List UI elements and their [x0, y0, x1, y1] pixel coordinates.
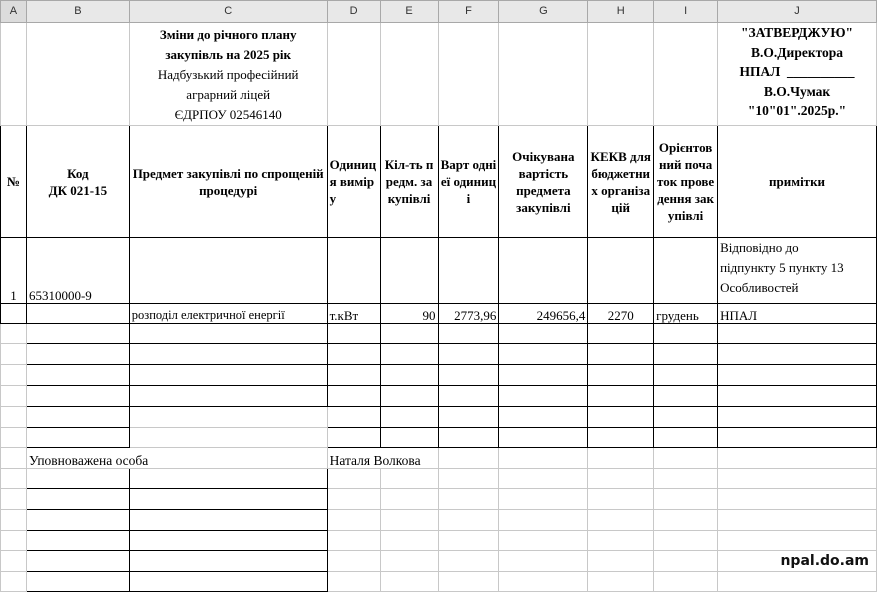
cell[interactable]: [654, 469, 718, 489]
cell[interactable]: [499, 365, 588, 386]
cell[interactable]: [129, 386, 327, 407]
cell[interactable]: [438, 551, 499, 572]
site-watermark: npal.do.am: [780, 553, 869, 569]
cell[interactable]: [588, 572, 654, 592]
cell[interactable]: [438, 572, 499, 592]
cell[interactable]: [588, 386, 654, 407]
cell[interactable]: [129, 531, 327, 551]
cell[interactable]: [654, 344, 718, 365]
table-row: [1, 365, 877, 386]
cell[interactable]: [588, 489, 654, 510]
cell[interactable]: [327, 344, 380, 365]
row2-unit[interactable]: т.кВт: [327, 304, 380, 324]
row2-notes[interactable]: НПАЛ: [718, 304, 877, 324]
cell[interactable]: [26, 531, 129, 551]
cell[interactable]: [499, 551, 588, 572]
cell[interactable]: [380, 324, 438, 344]
cell[interactable]: [129, 551, 327, 572]
header-price[interactable]: Варт одніеї одиниці: [438, 126, 499, 238]
title-row: [1, 23, 877, 126]
cell[interactable]: [654, 531, 718, 551]
row2-total[interactable]: 249656,4: [499, 304, 588, 324]
cell[interactable]: [588, 448, 654, 469]
cell[interactable]: [26, 469, 129, 489]
column-header-row: [1, 1, 877, 23]
cell[interactable]: [588, 407, 654, 428]
cell[interactable]: [1, 428, 27, 448]
authorized-person-name[interactable]: Наталя Волкова: [327, 448, 438, 469]
header-subject[interactable]: Предмет закупівлі по спрощеній процедурі: [129, 126, 327, 238]
table-header-row: [1, 126, 877, 238]
row2-price[interactable]: 2773,96: [438, 304, 499, 324]
row2-subject[interactable]: розподіл електричної енергії: [129, 304, 327, 324]
cell[interactable]: [129, 572, 327, 592]
cell[interactable]: [1, 304, 27, 324]
cell[interactable]: [26, 572, 129, 592]
table-row: [1, 510, 877, 531]
cell[interactable]: [499, 510, 588, 531]
cell[interactable]: [380, 489, 438, 510]
row1-note-line3: Особливостей: [720, 280, 799, 295]
cell[interactable]: [499, 386, 588, 407]
cell[interactable]: [718, 344, 877, 365]
cell[interactable]: [654, 324, 718, 344]
cell[interactable]: [438, 23, 499, 126]
cell[interactable]: [588, 531, 654, 551]
cell[interactable]: [438, 386, 499, 407]
table-row: [1, 386, 877, 407]
cell[interactable]: [1, 23, 27, 126]
institution-name-line2: аграрний ліцей: [186, 87, 271, 102]
cell[interactable]: [499, 531, 588, 551]
cell[interactable]: [588, 469, 654, 489]
table-row: [1, 238, 877, 304]
approval-line4: В.О.Чумак: [763, 83, 831, 99]
cell[interactable]: [129, 365, 327, 386]
cell[interactable]: [718, 510, 877, 531]
cell[interactable]: [499, 469, 588, 489]
table-row: [1, 531, 877, 551]
cell[interactable]: [654, 238, 718, 304]
cell[interactable]: [718, 386, 877, 407]
row2-start[interactable]: грудень: [654, 304, 718, 324]
cell[interactable]: [380, 407, 438, 428]
cell[interactable]: [438, 531, 499, 551]
cell[interactable]: [380, 572, 438, 592]
table-row: [1, 489, 877, 510]
plan-title-line1: Зміни до річного плану: [159, 27, 297, 42]
cell[interactable]: [129, 469, 327, 489]
header-unit[interactable]: Одиниця виміру: [327, 126, 380, 238]
plan-title-cell[interactable]: [129, 23, 327, 126]
cell[interactable]: [654, 386, 718, 407]
table-row: [1, 407, 877, 428]
cell[interactable]: [26, 344, 129, 365]
cell[interactable]: [438, 469, 499, 489]
cell[interactable]: [654, 489, 718, 510]
cell[interactable]: [1, 407, 27, 428]
cell[interactable]: [327, 324, 380, 344]
column-header-g[interactable]: G: [499, 1, 588, 23]
cell[interactable]: [26, 365, 129, 386]
cell[interactable]: [718, 469, 877, 489]
column-header-a[interactable]: A: [1, 1, 27, 23]
cell[interactable]: [380, 428, 438, 448]
cell[interactable]: [718, 365, 877, 386]
header-total[interactable]: Очікувана вартість предмета закупівлі: [499, 126, 588, 238]
cell[interactable]: [129, 489, 327, 510]
edrpou-code: ЄДРПОУ 02546140: [174, 107, 282, 122]
cell[interactable]: [26, 489, 129, 510]
cell[interactable]: [718, 489, 877, 510]
cell[interactable]: [438, 407, 499, 428]
header-code[interactable]: Код ДК 021-15: [26, 126, 129, 238]
cell[interactable]: [588, 23, 654, 126]
cell[interactable]: [1, 386, 27, 407]
cell[interactable]: [1, 510, 27, 531]
cell[interactable]: [26, 551, 129, 572]
table-row: [1, 304, 877, 324]
row1-note-line1: Відповідно до: [720, 240, 799, 255]
authorized-person-label[interactable]: Уповноважена особа: [26, 448, 327, 469]
table-row: [1, 344, 877, 365]
cell[interactable]: [327, 386, 380, 407]
cell[interactable]: [380, 510, 438, 531]
cell[interactable]: [499, 448, 588, 469]
cell[interactable]: [26, 23, 129, 126]
header-qty[interactable]: Кіл-ть предм. закупівлі: [380, 126, 438, 238]
column-header-f[interactable]: F: [438, 1, 499, 23]
table-row: [1, 428, 877, 448]
cell[interactable]: [380, 469, 438, 489]
cell[interactable]: [588, 324, 654, 344]
cell[interactable]: [499, 23, 588, 126]
cell[interactable]: [718, 324, 877, 344]
approval-line2: В.О.Директора: [751, 44, 844, 60]
cell[interactable]: [718, 448, 877, 469]
cell[interactable]: [26, 386, 129, 407]
cell[interactable]: [438, 510, 499, 531]
cell[interactable]: [1, 489, 27, 510]
cell[interactable]: [327, 428, 380, 448]
cell[interactable]: [380, 238, 438, 304]
cell[interactable]: [718, 531, 877, 551]
cell[interactable]: [1, 551, 27, 572]
cell[interactable]: [654, 510, 718, 531]
cell[interactable]: [588, 510, 654, 531]
cell[interactable]: [380, 386, 438, 407]
cell[interactable]: [654, 551, 718, 572]
cell[interactable]: [26, 324, 129, 344]
column-header-h[interactable]: H: [588, 1, 654, 23]
cell[interactable]: [129, 324, 327, 344]
approval-stamp-cell[interactable]: [718, 23, 877, 126]
row1-code[interactable]: 65310000-9: [26, 238, 129, 304]
cell[interactable]: [588, 238, 654, 304]
cell[interactable]: [718, 407, 877, 428]
cell[interactable]: [327, 489, 380, 510]
row1-notes[interactable]: [718, 238, 877, 304]
header-start[interactable]: Орієнтовний початок проведення закупівлі: [654, 126, 718, 238]
cell[interactable]: [438, 428, 499, 448]
cell[interactable]: [327, 551, 380, 572]
cell[interactable]: [438, 365, 499, 386]
cell[interactable]: [588, 344, 654, 365]
table-row: [1, 572, 877, 592]
cell[interactable]: [327, 469, 380, 489]
cell[interactable]: [718, 572, 877, 592]
cell[interactable]: [380, 344, 438, 365]
approval-line1: "ЗАТВЕРДЖУЮ": [741, 25, 854, 40]
cell[interactable]: [654, 365, 718, 386]
cell[interactable]: [380, 365, 438, 386]
row2-kekv[interactable]: 2270: [588, 304, 654, 324]
table-row: [1, 551, 877, 572]
row1-note-line2: підпункту 5 пункту 13: [720, 260, 844, 275]
signature-row: [1, 448, 877, 469]
cell[interactable]: [1, 448, 27, 469]
cell[interactable]: [438, 324, 499, 344]
column-header-d[interactable]: D: [327, 1, 380, 23]
cell[interactable]: [327, 407, 380, 428]
cell[interactable]: [438, 489, 499, 510]
column-header-i[interactable]: I: [654, 1, 718, 23]
cell[interactable]: [380, 531, 438, 551]
cell[interactable]: [380, 551, 438, 572]
cell[interactable]: [26, 510, 129, 531]
cell[interactable]: [588, 365, 654, 386]
cell[interactable]: [327, 531, 380, 551]
cell[interactable]: [26, 407, 129, 428]
cell[interactable]: [1, 469, 27, 489]
cell[interactable]: [438, 344, 499, 365]
cell[interactable]: [129, 428, 327, 448]
cell[interactable]: [1, 572, 27, 592]
column-header-e[interactable]: E: [380, 1, 438, 23]
cell[interactable]: [1, 365, 27, 386]
row1-num[interactable]: 1: [1, 238, 27, 304]
cell[interactable]: [654, 448, 718, 469]
cell[interactable]: [654, 23, 718, 126]
cell[interactable]: [499, 344, 588, 365]
cell[interactable]: [499, 572, 588, 592]
cell[interactable]: [654, 407, 718, 428]
cell[interactable]: [1, 344, 27, 365]
column-header-j[interactable]: J: [718, 1, 877, 23]
table-row: [1, 469, 877, 489]
cell[interactable]: [588, 551, 654, 572]
column-header-b[interactable]: B: [26, 1, 129, 23]
column-header-c[interactable]: C: [129, 1, 327, 23]
table-row: [1, 324, 877, 344]
cell[interactable]: [26, 304, 129, 324]
header-kekv[interactable]: КЕКВ для бюджетних організацій: [588, 126, 654, 238]
cell[interactable]: [1, 531, 27, 551]
cell[interactable]: [499, 428, 588, 448]
cell[interactable]: [654, 572, 718, 592]
cell[interactable]: [499, 324, 588, 344]
cell[interactable]: [588, 428, 654, 448]
cell[interactable]: [499, 407, 588, 428]
cell[interactable]: [380, 23, 438, 126]
approval-line5: "10"01".2025р.": [747, 103, 847, 118]
cell[interactable]: [327, 23, 380, 126]
header-notes[interactable]: примітки: [718, 126, 877, 238]
cell[interactable]: [327, 238, 380, 304]
cell[interactable]: [1, 324, 27, 344]
row2-qty[interactable]: 90: [380, 304, 438, 324]
cell[interactable]: [654, 428, 718, 448]
cell[interactable]: [327, 572, 380, 592]
cell[interactable]: [499, 489, 588, 510]
cell[interactable]: [129, 407, 327, 428]
cell[interactable]: [129, 344, 327, 365]
approval-line3: НПАЛ __________: [739, 64, 855, 79]
plan-title-line2: закупівль на 2025 рік: [165, 47, 292, 62]
header-num[interactable]: №: [1, 126, 27, 238]
cell[interactable]: [129, 238, 327, 304]
cell[interactable]: [327, 510, 380, 531]
cell[interactable]: [129, 510, 327, 531]
cell[interactable]: [438, 238, 499, 304]
cell[interactable]: [327, 365, 380, 386]
cell[interactable]: [26, 428, 129, 448]
cell[interactable]: [718, 428, 877, 448]
institution-name-line1: Надбузький професійний: [157, 67, 299, 82]
cell[interactable]: [499, 238, 588, 304]
cell[interactable]: [438, 448, 499, 469]
